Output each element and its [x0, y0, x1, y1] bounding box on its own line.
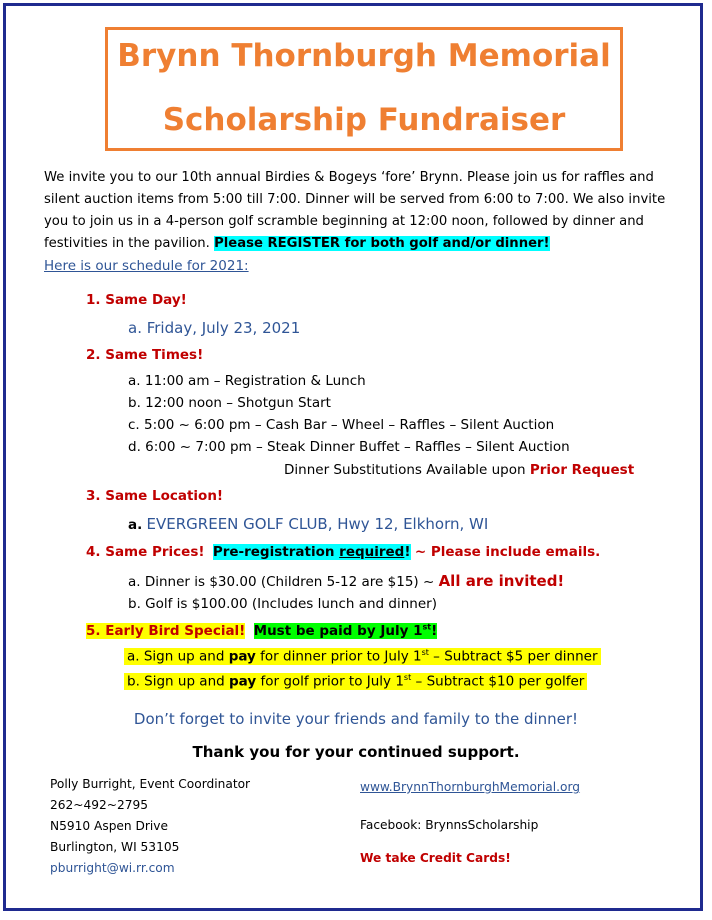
section-5-line [86, 622, 437, 639]
intro-text: We invite you to our 10th annual Birdies & Bogeys ‘fore’ Brynn. Please join us for raffles and silent auction items from 5:00 till 7:00. Dinner will be served from 6:00 to 7:00. We also invite you to join us in a 4-person golf scramble beginning at 12:00 noon, followed by dinner and festivities in the pavilion. [44, 170, 666, 251]
prereg-text: Pre-registration [212, 544, 335, 560]
thanks: Thank you for your continued support. [192, 743, 520, 761]
early-golf-pay: pay [229, 673, 257, 690]
time-shotgun: b. 12:00 noon – Shotgun Start [128, 395, 331, 411]
location-line [128, 515, 488, 533]
location-text: EVERGREEN GOLF CLUB, Hwy 12, Elkhorn, WI [146, 515, 489, 533]
schedule-heading: Here is our schedule for 2021: [44, 258, 249, 274]
dinner-substitutions [284, 462, 634, 478]
spacer [360, 799, 580, 814]
contact-block [50, 774, 250, 879]
early-golf-3: – Subtract $10 per golfer [411, 673, 585, 690]
early-dinner-2: for dinner prior to July 1 [255, 648, 422, 665]
time-dinner: d. 6:00 ~ 7:00 pm – Steak Dinner Buffet – Raffles – Silent Auction [128, 439, 570, 455]
golf-price: b. Golf is $100.00 (Includes lunch and dinner) [128, 596, 437, 612]
early-dinner-sup: st [421, 648, 429, 657]
contact-email[interactable]: pburright@wi.rr.com [50, 861, 175, 875]
section-3-label: 3. Same Location! [86, 488, 224, 504]
reminder: Don’t forget to invite your friends and family to the dinner! [133, 710, 579, 728]
section-4-line [86, 544, 600, 560]
intro-paragraph [44, 167, 684, 255]
all-invited: All are invited! [438, 572, 565, 590]
paid-by-end: ! [431, 622, 438, 639]
early-golf-1: b. Sign up and [127, 673, 229, 690]
required-text: required [339, 544, 405, 560]
section-2-label: 2. Same Times! [86, 347, 204, 363]
contact-phone: 262~492~2795 [50, 798, 148, 812]
website-link[interactable]: www.BrynnThornburghMemorial.org [360, 780, 581, 794]
section-4-label: 4. Same Prices! [86, 544, 205, 560]
dinner-price: a. Dinner is $30.00 (Children 5-12 are $15) ~ [128, 574, 435, 590]
time-registration: a. 11:00 am – Registration & Lunch [128, 373, 366, 389]
substitutions-text: Dinner Substitutions Available upon [284, 462, 526, 478]
title-box [105, 27, 623, 151]
register-highlight: Please REGISTER for both golf and/or dinner! [214, 236, 550, 251]
early-dinner-line [124, 648, 601, 665]
include-emails: ~ Please include emails. [414, 544, 601, 560]
right-footer [360, 776, 580, 870]
early-dinner-pay: pay [228, 648, 256, 665]
section-5-label: 5. Early Bird Special! [86, 622, 246, 639]
dinner-price-line [128, 572, 564, 590]
facebook-text: Facebook: BrynnsScholarship [360, 818, 539, 832]
credit-cards: We take Credit Cards! [360, 851, 511, 865]
prereg-end: ! [404, 544, 411, 560]
section-1-label: 1. Same Day! [86, 292, 187, 308]
prior-request: Prior Request [529, 462, 635, 478]
paid-by-sup: st [422, 622, 432, 631]
paid-by-highlight [254, 623, 438, 639]
preregistration-highlight [213, 544, 411, 560]
early-golf-2: for golf prior to July 1 [256, 673, 404, 690]
spacer [360, 837, 580, 847]
paid-by-text: Must be paid by July 1 [253, 622, 423, 639]
section-1-date: a. Friday, July 23, 2021 [128, 319, 301, 337]
contact-name: Polly Burright, Event Coordinator [50, 777, 251, 791]
contact-address-2: Burlington, WI 53105 [50, 840, 180, 854]
time-cash-bar: c. 5:00 ~ 6:00 pm – Cash Bar – Wheel – Raffles – Silent Auction [128, 417, 555, 433]
early-dinner-3: – Subtract $5 per dinner [428, 648, 598, 665]
contact-address-1: N5910 Aspen Drive [50, 819, 169, 833]
early-golf-sup: st [403, 673, 412, 682]
location-prefix: a. [128, 517, 143, 533]
early-dinner-1: a. Sign up and [127, 648, 229, 665]
title-line-1: Brynn Thornburgh Memorial [117, 38, 611, 74]
title-line-2: Scholarship Fundraiser [162, 102, 566, 138]
early-golf-line [124, 673, 587, 690]
